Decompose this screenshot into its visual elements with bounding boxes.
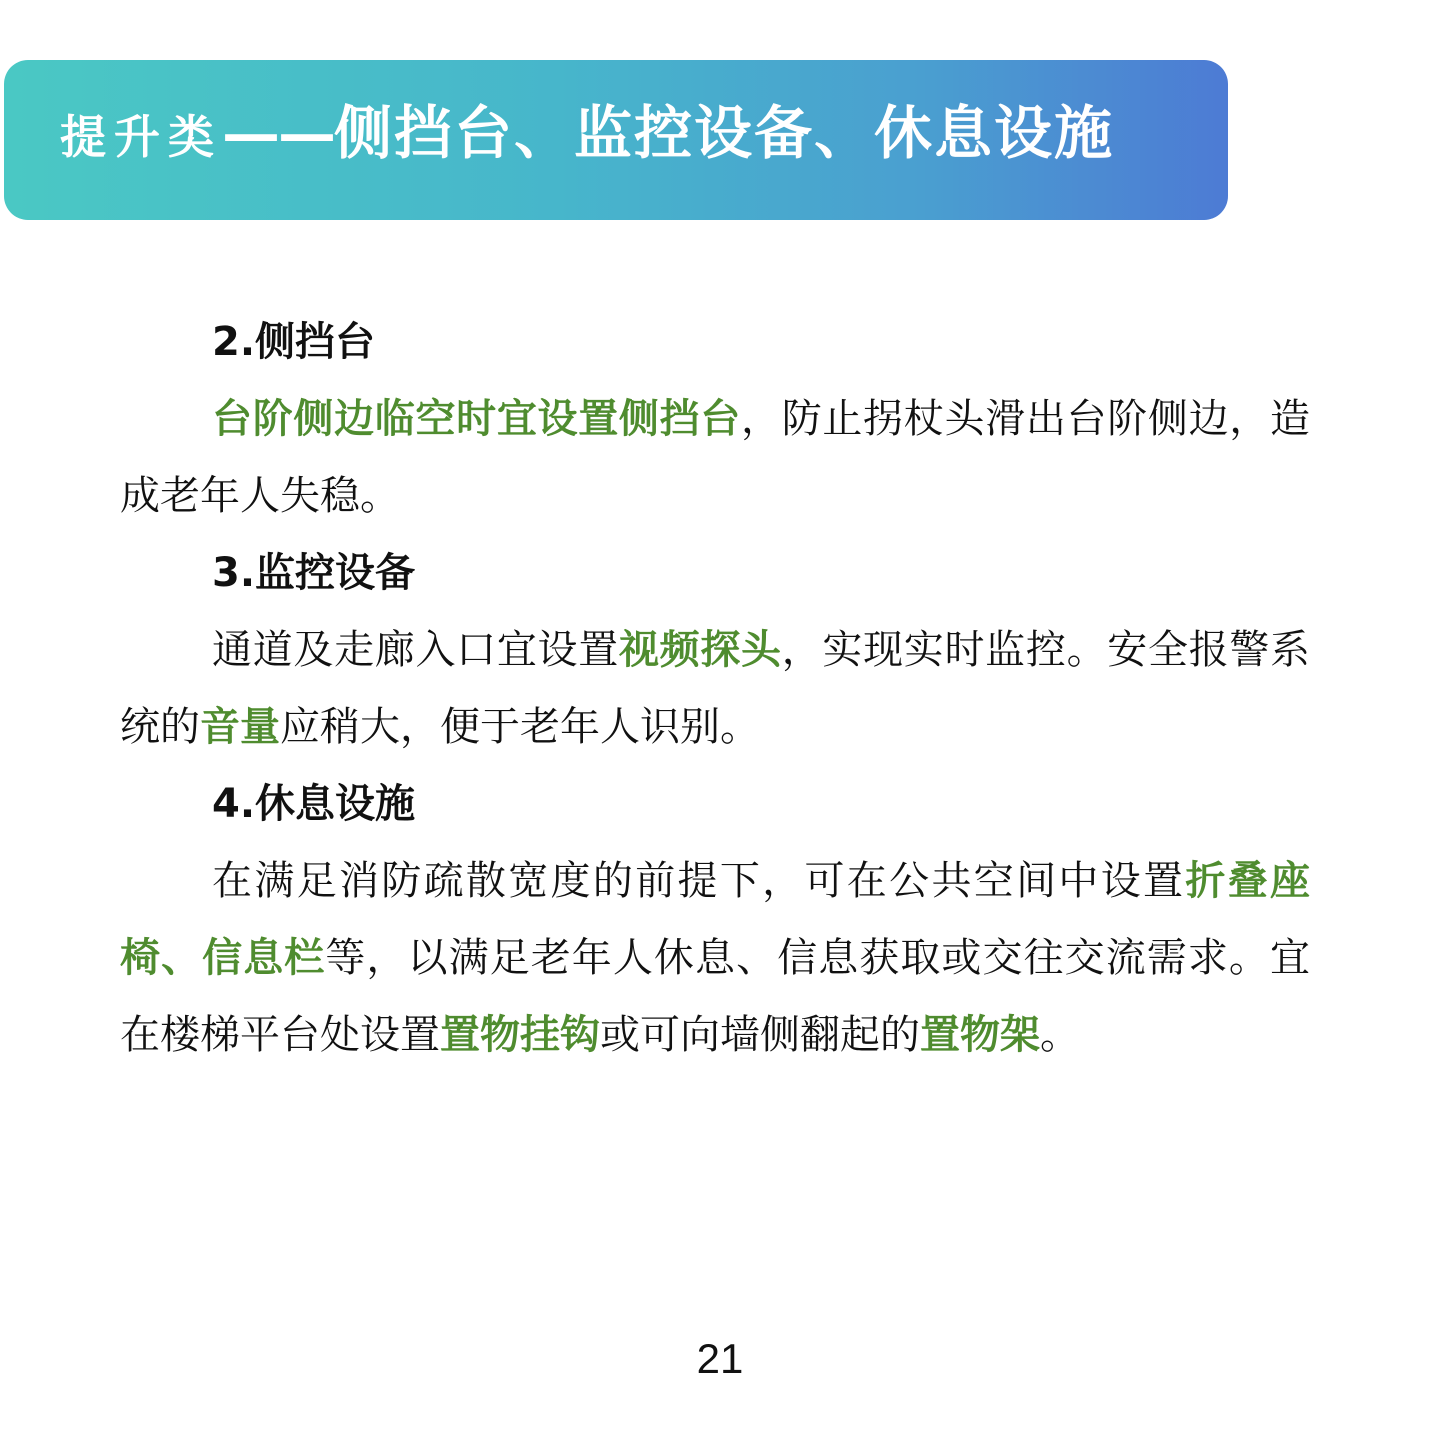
section-heading: 3.监控设备 (212, 550, 416, 596)
body-text: 应稍大，便于老年人识别。 (280, 704, 760, 750)
page-number: 21 (696, 1335, 744, 1382)
body-text: ，实现实时监控。安全报警系统的 (120, 627, 1311, 750)
highlight-text: 置物挂钩 (440, 1012, 600, 1058)
body-text: 。 (1040, 1012, 1080, 1058)
page-title (60, 99, 1115, 167)
highlight-text: 音量 (200, 704, 280, 750)
section-paragraph (120, 843, 1310, 1074)
section-paragraph (120, 612, 1310, 766)
highlight-text: 台阶侧边临空时宜设置侧挡台 (212, 396, 741, 442)
body-text: 或可向墙侧翻起的 (600, 1012, 920, 1058)
title-dash: —— (222, 99, 334, 167)
section-heading: 2.侧挡台 (212, 319, 376, 365)
highlight-text: 视频探头 (618, 627, 782, 673)
highlight-text: 置物架 (920, 1012, 1040, 1058)
highlight-text: 折叠座椅、信息栏 (120, 858, 1310, 981)
body-text: 在满足消防疏散宽度的前提下，可在公共空间中设置 (212, 858, 1186, 904)
body-text: 通道及走廊入口宜设置 (212, 627, 619, 673)
body-text: 等，以满足老年人休息、信息获取或交往交流需求。宜在楼梯平台处设置 (120, 935, 1311, 1058)
section-heading: 4.休息设施 (212, 781, 416, 827)
content-body (120, 304, 1310, 1074)
title-prefix: 提升类 (60, 110, 222, 164)
section-paragraph (120, 381, 1310, 535)
title-main: 侧挡台、监控设备、休息设施 (334, 99, 1115, 167)
body-text: ，防止拐杖头滑出台阶侧边，造成老年人失稳。 (120, 396, 1310, 519)
